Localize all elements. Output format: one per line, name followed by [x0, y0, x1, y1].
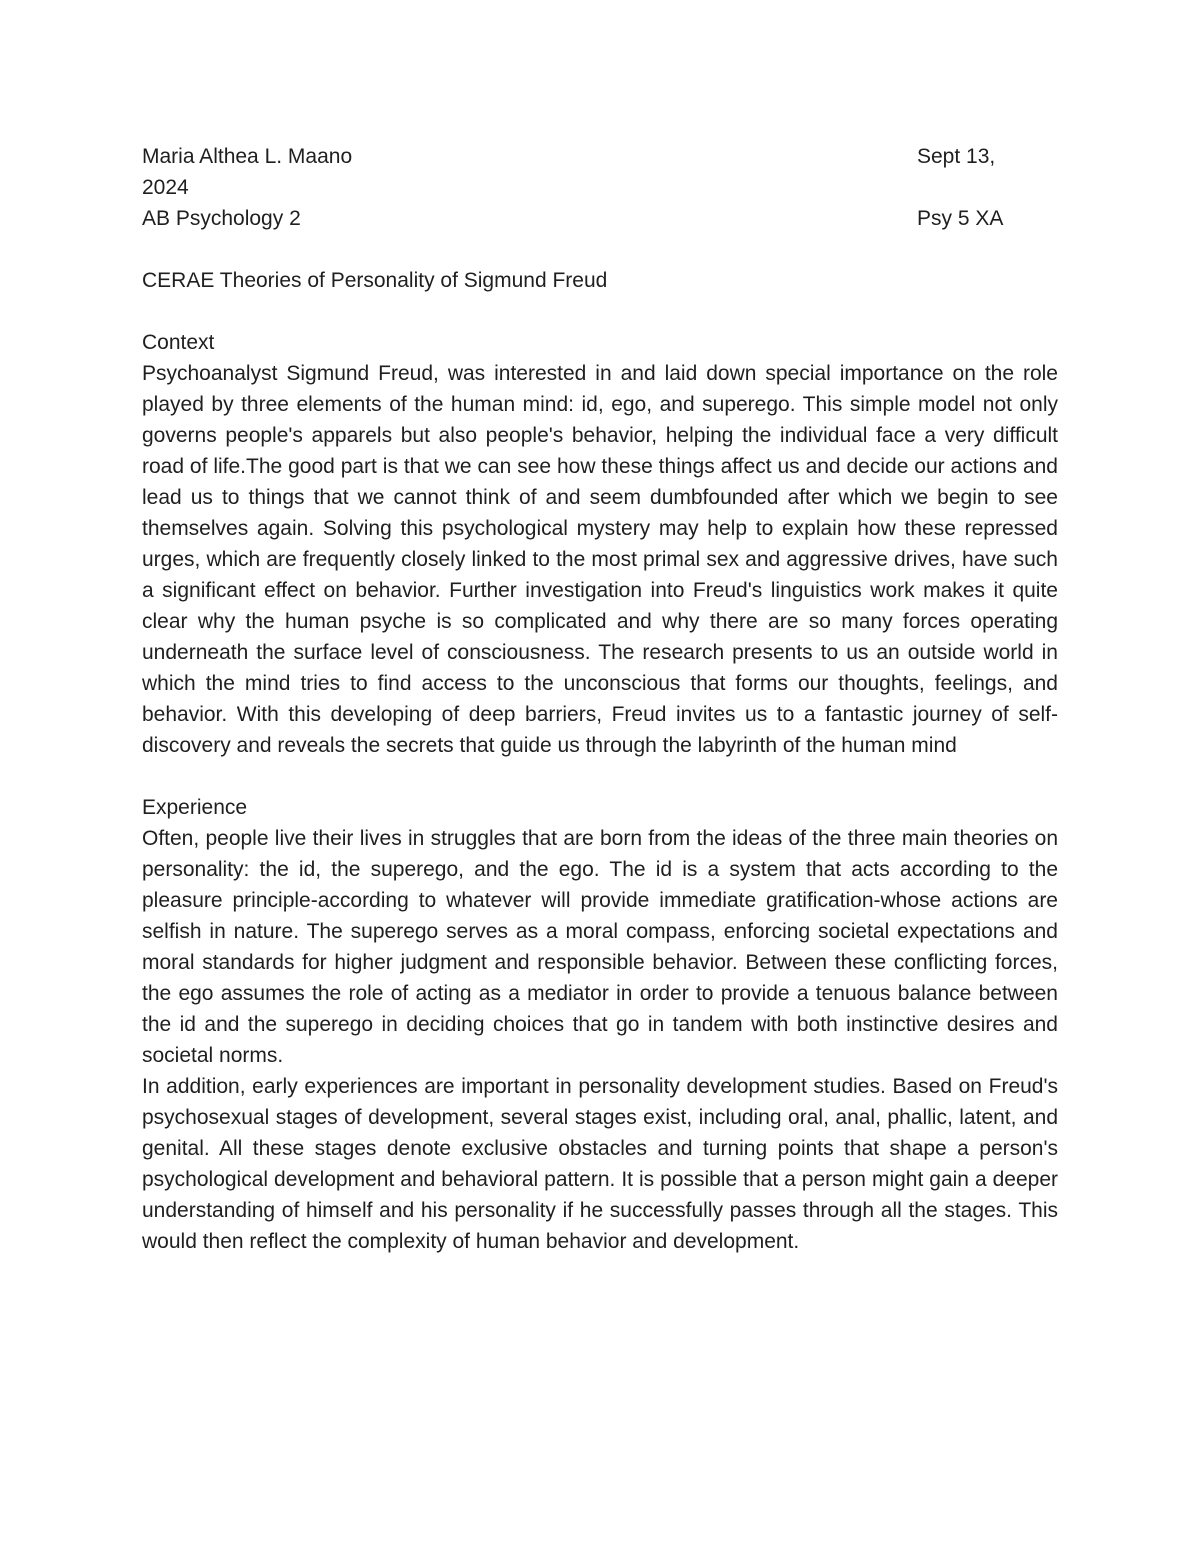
author-name: Maria Althea L. Maano [142, 145, 353, 168]
header-line-3 [142, 203, 1058, 234]
document-title: CERAE Theories of Personality of Sigmund Freud [142, 269, 608, 292]
header-line-1 [142, 141, 1058, 172]
section-heading-experience: Experience [142, 796, 248, 819]
experience-paragraph-1: Often, people live their lives in struggles that are born from the ideas of the three main theories on personality: the id, the superego, and the ego. The id is a system that acts according to the pleasure principle-according to whatever will provide immediate gratification-whose actions are selfish in nature. The superego serves as a moral compass, enforcing societal expectations and moral standards for higher judgment and responsible behavior. Between these conflicting forces, the ego assumes the role of acting as a mediator in order to provide a tenuous balance between the id and the superego in deciding choices that go in tandem with both instinctive desires and societal norms. [142, 827, 1058, 1067]
header-line-2 [142, 172, 1058, 203]
course-code: Psy 5 XA [917, 207, 1004, 230]
date-year: 2024 [142, 176, 189, 199]
context-paragraph: Psychoanalyst Sigmund Freud, was interested in and laid down special importance on the role played by three elements of the human mind: id, ego, and superego. This simple model not only governs people's apparels but also people's behavior, helping the individual face a very difficult road of life.The good part is that we can see how these things affect us and decide our actions and lead us to things that we cannot think of and seem dumbfounded after which we begin to see themselves again. Solving this psychological mystery may help to explain how these repressed urges, which are frequently closely linked to the most primal sex and aggressive drives, have such a significant effect on behavior. Further investigation into Freud's linguistics work makes it quite clear why the human psyche is so complicated and why there are so many forces operating underneath the surface level of consciousness. The research presents to us an outside world in which the mind tries to find access to the unconscious that forms our thoughts, feelings, and behavior. With this developing of deep barriers, Freud invites us to a fantastic journey of self-discovery and reveals the secrets that guide us through the labyrinth of the human mind [142, 362, 1058, 757]
section-heading-context: Context [142, 331, 215, 354]
experience-paragraph-2: In addition, early experiences are important in personality development studies. Based on Freud's psychosexual stages of development, several stages exist, including oral, anal, phallic, latent, and genital. All these stages denote exclusive obstacles and turning points that shape a person's psychological development and behavioral pattern. It is possible that a person might gain a deeper understanding of himself and his personality if he successfully passes through all the stages. This would then reflect the complexity of human behavior and development. [142, 1075, 1058, 1253]
date: Sept 13, [917, 145, 996, 168]
program: AB Psychology 2 [142, 207, 301, 230]
document-body [142, 141, 1058, 1257]
